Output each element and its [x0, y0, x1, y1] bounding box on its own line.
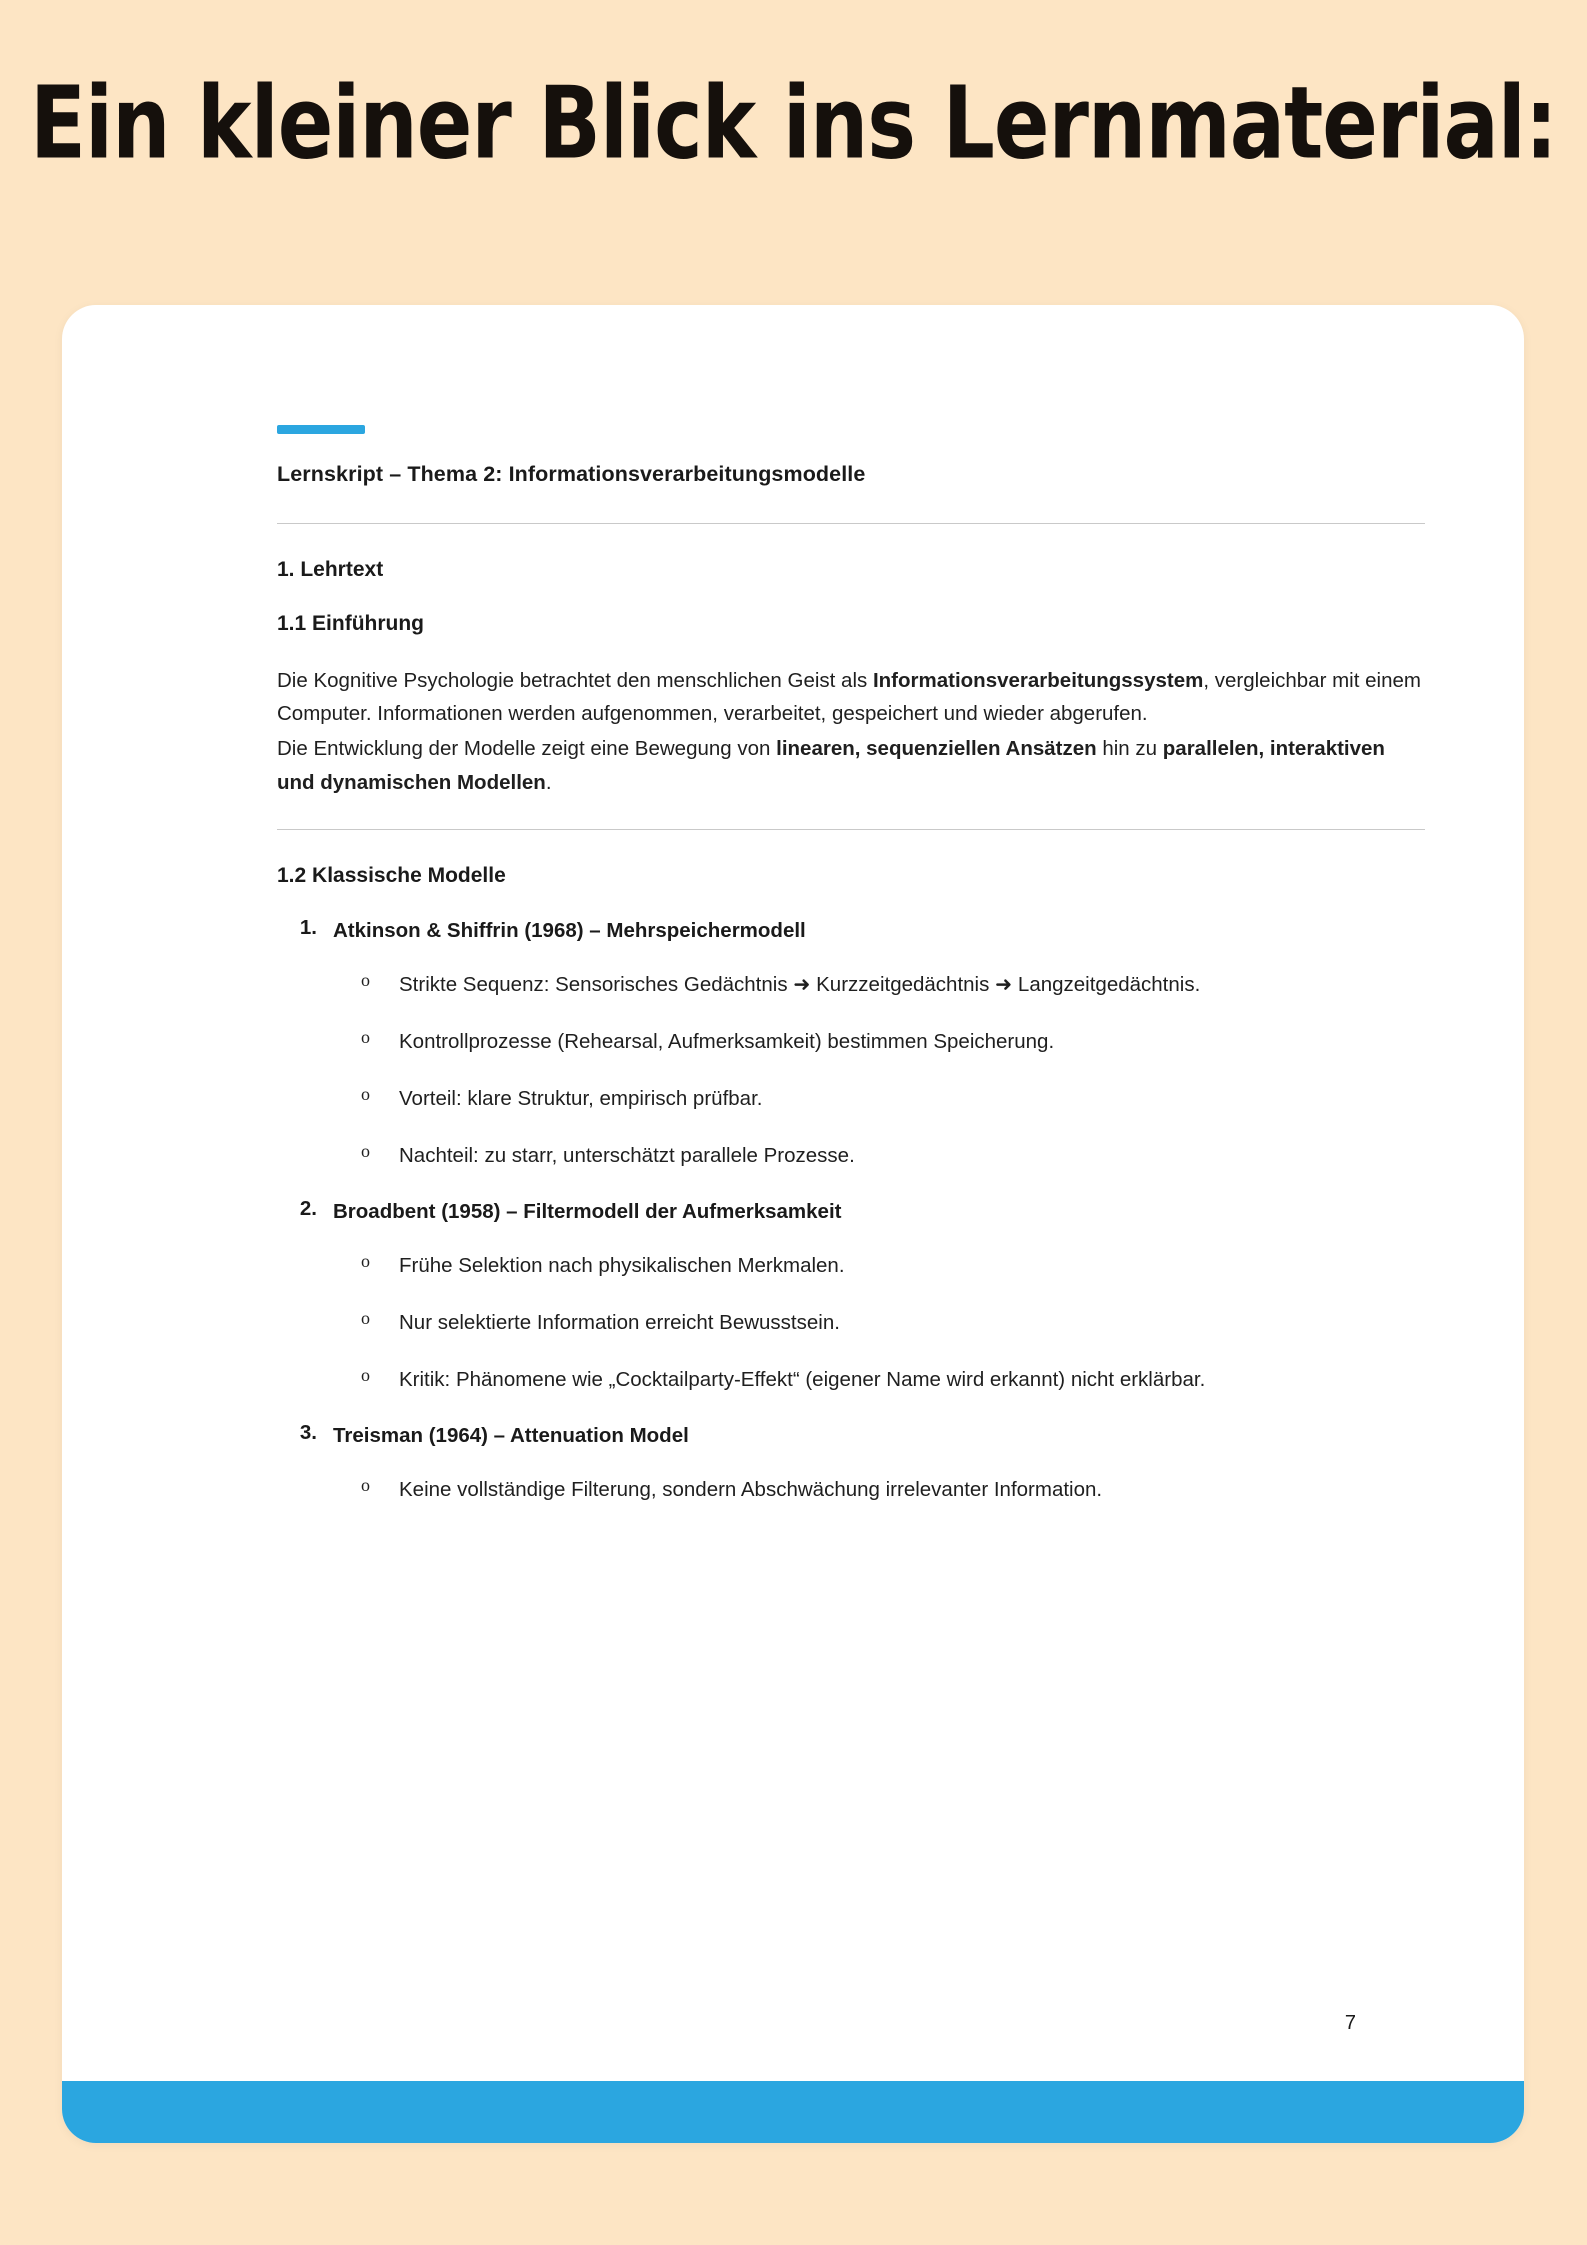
document-card: [62, 305, 1524, 2143]
list-item: [333, 1250, 1425, 1281]
section-heading-1: 1. Lehrtext: [277, 558, 384, 581]
bullet-marker-icon: o: [361, 969, 370, 990]
list-item: [333, 1364, 1425, 1395]
sub-list-item-text: Kritik: Phänomene wie „Cocktailparty-Effekt“ (eigener Name wird erkannt) nicht erklärbar.: [399, 1368, 1206, 1392]
list-item: [333, 1026, 1425, 1057]
bullet-marker-icon: o: [361, 1365, 370, 1386]
sub-list-item-text: Nur selektierte Information erreicht Bewusstsein.: [399, 1311, 840, 1335]
sub-list: [333, 1250, 1425, 1395]
bullet-marker-icon: o: [361, 1141, 370, 1162]
sub-list-item-text: Frühe Selektion nach physikalischen Merkmalen.: [399, 1253, 845, 1277]
intro-p1-text-1: Die Kognitive Psychologie betrachtet den menschlichen Geist als: [277, 669, 873, 692]
section-heading-1-1: 1.1 Einführung: [277, 612, 424, 635]
bullet-marker-icon: o: [361, 1250, 370, 1271]
list-item: [333, 1474, 1425, 1505]
section-heading-1-2: 1.2 Klassische Modelle: [277, 863, 506, 887]
models-list: [277, 916, 1425, 1506]
list-item-title: Broadbent (1958) – Filtermodell der Aufmerksamkeit: [333, 1200, 842, 1224]
intro-p2-text-2: hin zu: [1096, 737, 1163, 761]
page-number: 7: [1344, 2012, 1356, 2034]
list-item-number: 2.: [299, 1197, 317, 1221]
bullet-marker-icon: o: [361, 1026, 370, 1047]
intro-p1-bold-1: Informationsverarbeitungssystem: [872, 669, 1204, 692]
list-item-number: 3.: [299, 1421, 317, 1445]
page-title: Ein kleiner Blick ins Lernmaterial:: [30, 65, 1557, 182]
intro-paragraph-2: [277, 732, 1425, 798]
sub-list-item-text: Strikte Sequenz: Sensorisches Gedächtnis ➜ Kurzzeitgedächtnis ➜ Langzeitgedächtnis.: [399, 972, 1201, 996]
list-item: [333, 1140, 1425, 1171]
list-item-number: 1.: [299, 915, 317, 939]
document-content: [277, 425, 1425, 1531]
list-item-title: Atkinson & Shiffrin (1968) – Mehrspeichermodell: [333, 918, 806, 942]
list-item-title: Treisman (1964) – Attenuation Model: [333, 1424, 689, 1448]
intro-p1-text-2: , vergleichbar mit einem Computer. Informationen werden aufgenommen, verarbeitet, gespeichert und wieder abgerufen.: [277, 669, 1421, 726]
sub-list: [333, 969, 1425, 1172]
intro-p2-text-3: .: [545, 770, 552, 794]
bullet-marker-icon: o: [361, 1308, 370, 1329]
bullet-marker-icon: o: [361, 1475, 370, 1496]
accent-bar-decoration: [277, 425, 365, 434]
sub-list-item-text: Keine vollständige Filterung, sondern Abschwächung irrelevanter Information.: [399, 1478, 1103, 1502]
bullet-marker-icon: o: [361, 1083, 370, 1104]
list-item: [277, 1197, 1425, 1395]
footer-accent-bar: [62, 2081, 1524, 2143]
list-item: [333, 1307, 1425, 1338]
divider-middle: [277, 829, 1425, 830]
intro-paragraph-1: [277, 664, 1425, 730]
sub-list-item-text: Kontrollprozesse (Rehearsal, Aufmerksamkeit) bestimmen Speicherung.: [399, 1029, 1055, 1053]
sub-list: [333, 1474, 1425, 1505]
intro-p2-bold-1: linearen, sequenziellen Ansätzen: [776, 737, 1097, 761]
list-item: [333, 1083, 1425, 1114]
sub-list-item-text: Nachteil: zu starr, unterschätzt parallele Prozesse.: [399, 1144, 855, 1168]
list-item: [333, 969, 1425, 1000]
intro-p2-text-1: Die Entwicklung der Modelle zeigt eine Bewegung von: [277, 737, 777, 761]
list-item: [277, 916, 1425, 1171]
list-item: [277, 1421, 1425, 1505]
document-title: Lernskript – Thema 2: Informationsverarbeitungsmodelle: [277, 462, 866, 486]
sub-list-item-text: Vorteil: klare Struktur, empirisch prüfbar.: [399, 1086, 763, 1110]
divider-top: [277, 523, 1425, 524]
intro-p2-bold-2: parallelen, interaktiven und dynamischen Modellen: [277, 737, 1385, 794]
